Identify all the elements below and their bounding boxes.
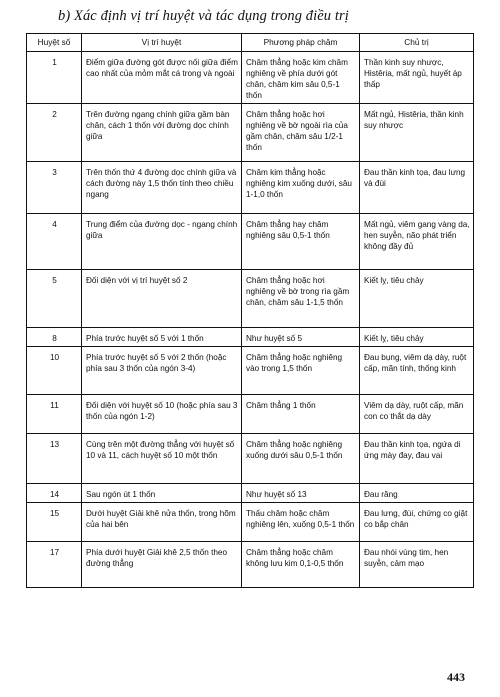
table-row: [27, 162, 474, 214]
cell-point-number: 8: [27, 328, 82, 347]
cell-indication: Đau thần kinh tọa, ngứa di ứng mày đay, đau vai: [360, 434, 474, 484]
table-row: [27, 434, 474, 484]
cell-location: Cùng trên một đường thẳng với huyệt số 10 và 11, cách huyệt số 10 một thốn: [82, 434, 242, 484]
table-row: [27, 214, 474, 270]
table-row: [27, 270, 474, 328]
cell-point-number: 3: [27, 162, 82, 214]
cell-method: Châm thẳng hoặc hơi nghiêng về bờ trong rìa gầm chân, châm sâu 1-1,5 thốn: [242, 270, 360, 328]
table-row: [27, 104, 474, 162]
cell-indication: Mất ngủ, viêm gang vàng da, hen suyễn, não phát triển không đầy đủ: [360, 214, 474, 270]
cell-method: Châm thẳng 1 thốn: [242, 395, 360, 434]
page-number: 443: [447, 670, 465, 684]
table-row: [27, 52, 474, 104]
cell-point-number: 4: [27, 214, 82, 270]
cell-indication: Thần kinh suy nhược, Histêria, mất ngủ, huyết áp thấp: [360, 52, 474, 104]
cell-location: Đối diện với vị trí huyệt số 2: [82, 270, 242, 328]
cell-indication: Kiết lỵ, tiêu chảy: [360, 328, 474, 347]
header-method: Phương pháp châm: [242, 34, 360, 52]
cell-point-number: 10: [27, 347, 82, 395]
cell-location: Đối diện với huyệt số 10 (hoặc phía sau 3 thốn của ngón 1-2): [82, 395, 242, 434]
cell-location: Phía trước huyệt số 5 với 2 thốn (hoặc phía sau 3 thốn của ngón 3-4): [82, 347, 242, 395]
cell-location: Sau ngón út 1 thốn: [82, 484, 242, 503]
cell-point-number: 2: [27, 104, 82, 162]
cell-method: Châm thẳng hoặc nghiêng vào trong 1,5 thốn: [242, 347, 360, 395]
table-body: [27, 52, 474, 588]
cell-indication: Viêm dạ dày, ruột cấp, mãn con co thắt dạ dày: [360, 395, 474, 434]
cell-point-number: 5: [27, 270, 82, 328]
cell-method: Châm kim thẳng hoặc nghiêng kim xuống dưới, sâu 1-1,0 thốn: [242, 162, 360, 214]
table-row: [27, 347, 474, 395]
header-location: Vị trí huyệt: [82, 34, 242, 52]
table-row: [27, 484, 474, 503]
cell-method: Châm thẳng hoặc nghiêng xuống dưới sâu 0,5-1 thốn: [242, 434, 360, 484]
cell-point-number: 11: [27, 395, 82, 434]
table-row: [27, 503, 474, 542]
cell-method: Châm thẳng hay châm nghiêng sâu 0,5-1 thốn: [242, 214, 360, 270]
cell-indication: Mất ngủ, Histêria, thần kinh suy nhược: [360, 104, 474, 162]
cell-point-number: 14: [27, 484, 82, 503]
cell-point-number: 13: [27, 434, 82, 484]
cell-method: Châm thẳng hoặc hơi nghiêng về bờ ngoài rìa của gầm chân, châm sâu 1/2-1 thốn: [242, 104, 360, 162]
header-indication: Chủ trị: [360, 34, 474, 52]
cell-method: Thấu châm hoặc châm nghiêng lên, xuống 0,5-1 thốn: [242, 503, 360, 542]
cell-location: Dưới huyệt Giải khê nửa thốn, trong hõm của hai bên: [82, 503, 242, 542]
cell-point-number: 15: [27, 503, 82, 542]
cell-location: Trung điểm của đường dọc - ngang chính giữa: [82, 214, 242, 270]
table-row: [27, 395, 474, 434]
cell-method: Như huyệt số 5: [242, 328, 360, 347]
cell-location: Điểm giữa đường gót được nối giữa điểm cao nhất của mỏm mắt cá trong và ngoài: [82, 52, 242, 104]
cell-indication: Đau răng: [360, 484, 474, 503]
table-row: [27, 328, 474, 347]
cell-location: Trên đường ngang chính giữa gầm bàn chân, cách 1 thốn với đường dọc chính giữa: [82, 104, 242, 162]
cell-method: Như huyệt số 13: [242, 484, 360, 503]
cell-indication: Đau nhói vùng tim, hen suyễn, cảm mạo: [360, 542, 474, 588]
cell-indication: Đau thần kinh tọa, đau lưng và đùi: [360, 162, 474, 214]
cell-indication: Kiết lỵ, tiêu chảy: [360, 270, 474, 328]
cell-method: Châm thẳng hoặc châm không lưu kim 0,1-0,5 thốn: [242, 542, 360, 588]
cell-point-number: 17: [27, 542, 82, 588]
cell-method: Châm thẳng hoặc kim châm nghiêng về phía dưới gót chân, châm kim sâu 0,5-1 thốn: [242, 52, 360, 104]
cell-indication: Đau lưng, đùi, chứng co giật co bắp chân: [360, 503, 474, 542]
cell-location: Phía dưới huyệt Giải khê 2,5 thốn theo đường thẳng: [82, 542, 242, 588]
acupoint-table: [26, 33, 474, 588]
cell-point-number: 1: [27, 52, 82, 104]
table-header-row: [27, 34, 474, 52]
cell-indication: Đau bụng, viêm dạ dày, ruột cấp, mãn tính, thống kinh: [360, 347, 474, 395]
table-row: [27, 542, 474, 588]
cell-location: Trên thốn thứ 4 đường dọc chính giữa và cách đường này 1,5 thốn tính theo chiều ngang: [82, 162, 242, 214]
header-point-number: Huyệt số: [27, 34, 82, 52]
section-heading: b) Xác định vị trí huyệt và tác dụng trong điều trị: [58, 8, 349, 24]
cell-location: Phía trước huyệt số 5 với 1 thốn: [82, 328, 242, 347]
